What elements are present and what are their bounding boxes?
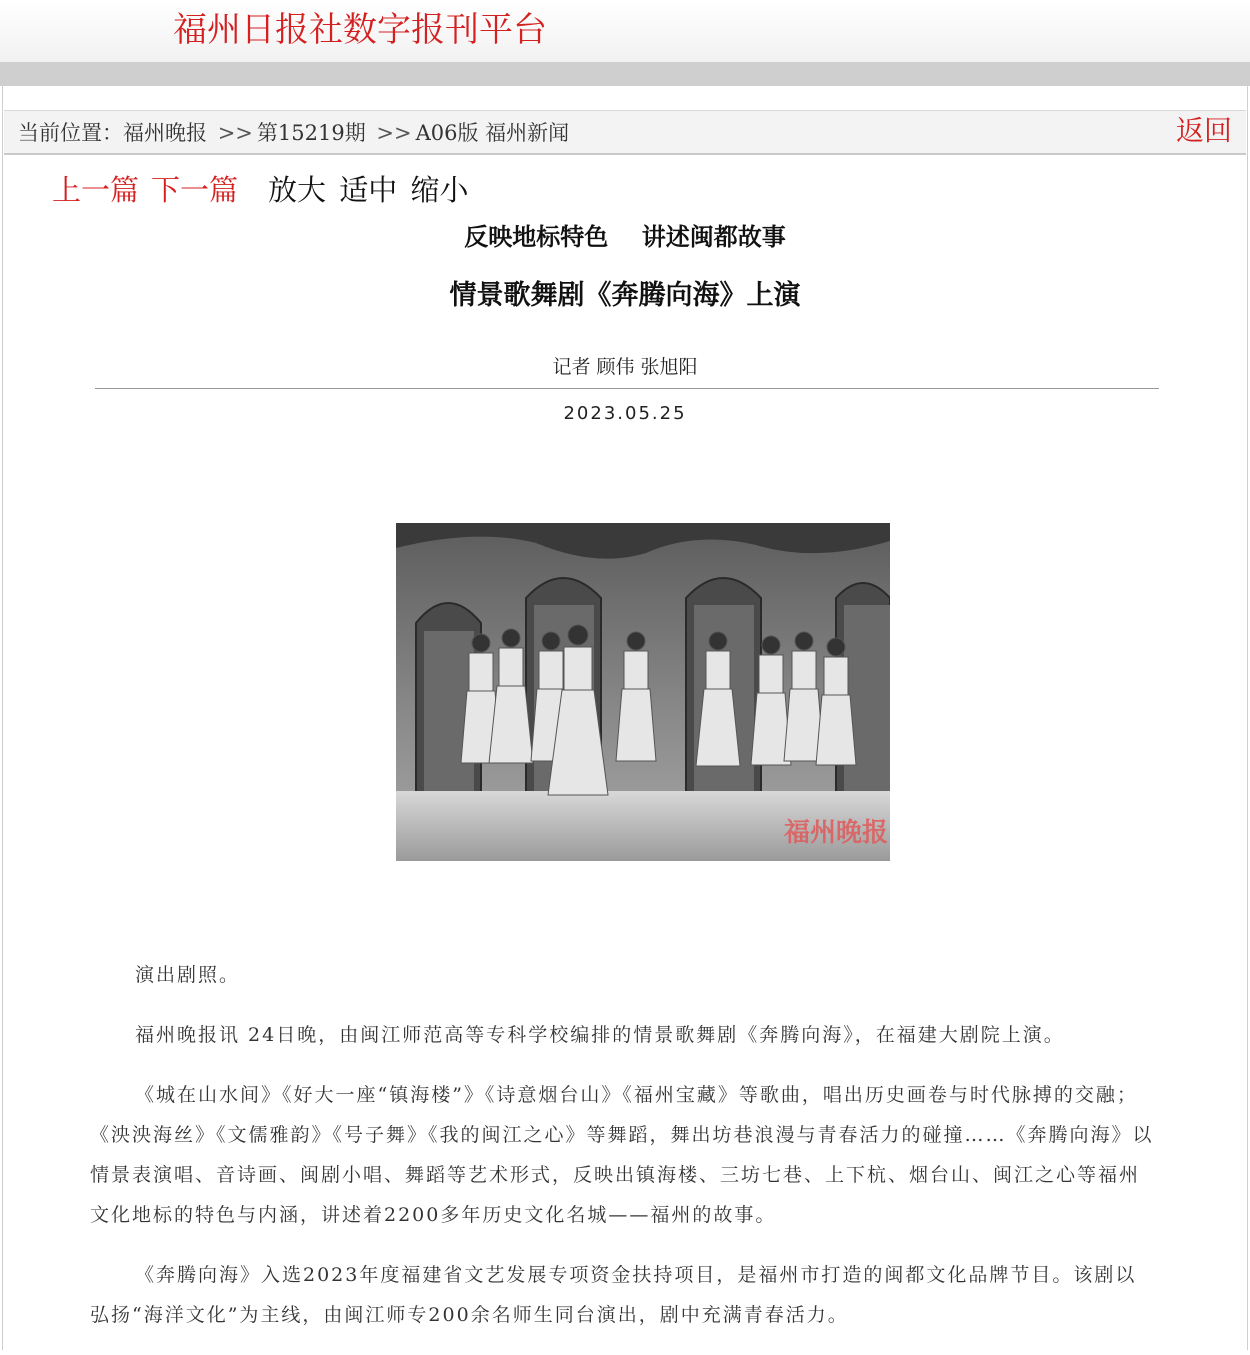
breadcrumb-separator: >> xyxy=(376,121,412,145)
article-paragraph: 福州晚报讯 24日晚，由闽江师范高等专科学校编排的情景歌舞剧《奔腾向海》，在福建大剧院上演。 xyxy=(135,1024,1065,1046)
zoom-out-link[interactable]: 缩小 xyxy=(410,173,469,207)
article-nav xyxy=(52,170,469,210)
site-header xyxy=(0,0,1250,62)
next-article-link[interactable]: 下一篇 xyxy=(151,173,239,207)
breadcrumb-separator: >> xyxy=(217,121,253,145)
article-paragraph: 演出剧照。 xyxy=(135,964,241,986)
article-subtitle: 反映地标特色 讲述闽都故事 xyxy=(464,223,786,251)
site-title: 福州日报社数字报刊平台 xyxy=(173,10,547,50)
breadcrumb-paper-link[interactable]: 福州晚报 xyxy=(123,121,207,145)
byline-divider xyxy=(95,388,1159,389)
prev-article-link[interactable]: 上一篇 xyxy=(52,173,140,207)
breadcrumb-bar xyxy=(4,110,1246,155)
article-paragraph: 《城在山水间》《好大一座“镇海楼”》《诗意烟台山》《福州宝藏》等歌曲，唱出历史画卷与时代脉搏的交融；《泱泱海丝》《文儒雅韵》《号子舞》《我的闽江之心》等舞蹈，舞出坊巷浪漫与青春活力的碰撞……《奔腾向海》以情景表演唱、音诗画、闽剧小唱、舞蹈等艺术形式，反映出镇海楼、三坊七巷、上下杭、烟台山、闽江之心等福州文化地标的特色与内涵，讲述着2200多年历史文化名城——福州的故事。 xyxy=(90,1084,1154,1226)
article-title: 情景歌舞剧《奔腾向海》上演 xyxy=(449,280,801,311)
breadcrumb xyxy=(18,120,569,146)
stage-photo-illustration xyxy=(396,523,890,861)
zoom-in-link[interactable]: 放大 xyxy=(268,173,327,207)
article-date: 2023.05.25 xyxy=(563,403,687,424)
photo-watermark: 福州晚报 xyxy=(783,818,889,848)
article-paragraph: 《奔腾向海》入选2023年度福建省文艺发展专项资金扶持项目，是福州市打造的闽都文化品牌节目。该剧以弘扬“海洋文化”为主线，由闽江师专200余名师生同台演出，剧中充满青春活力。 xyxy=(90,1264,1137,1326)
article-body xyxy=(90,955,1154,1355)
article-photo xyxy=(396,523,890,861)
breadcrumb-page-link[interactable]: A06版 福州新闻 xyxy=(415,121,570,145)
zoom-fit-link[interactable]: 适中 xyxy=(339,173,398,207)
breadcrumb-issue-link[interactable]: 第15219期 xyxy=(256,121,366,145)
article-byline: 记者 顾伟 张旭阳 xyxy=(552,356,698,378)
back-link[interactable]: 返回 xyxy=(1175,114,1232,147)
breadcrumb-prefix: 当前位置： xyxy=(18,121,123,145)
header-divider-band xyxy=(0,62,1250,86)
